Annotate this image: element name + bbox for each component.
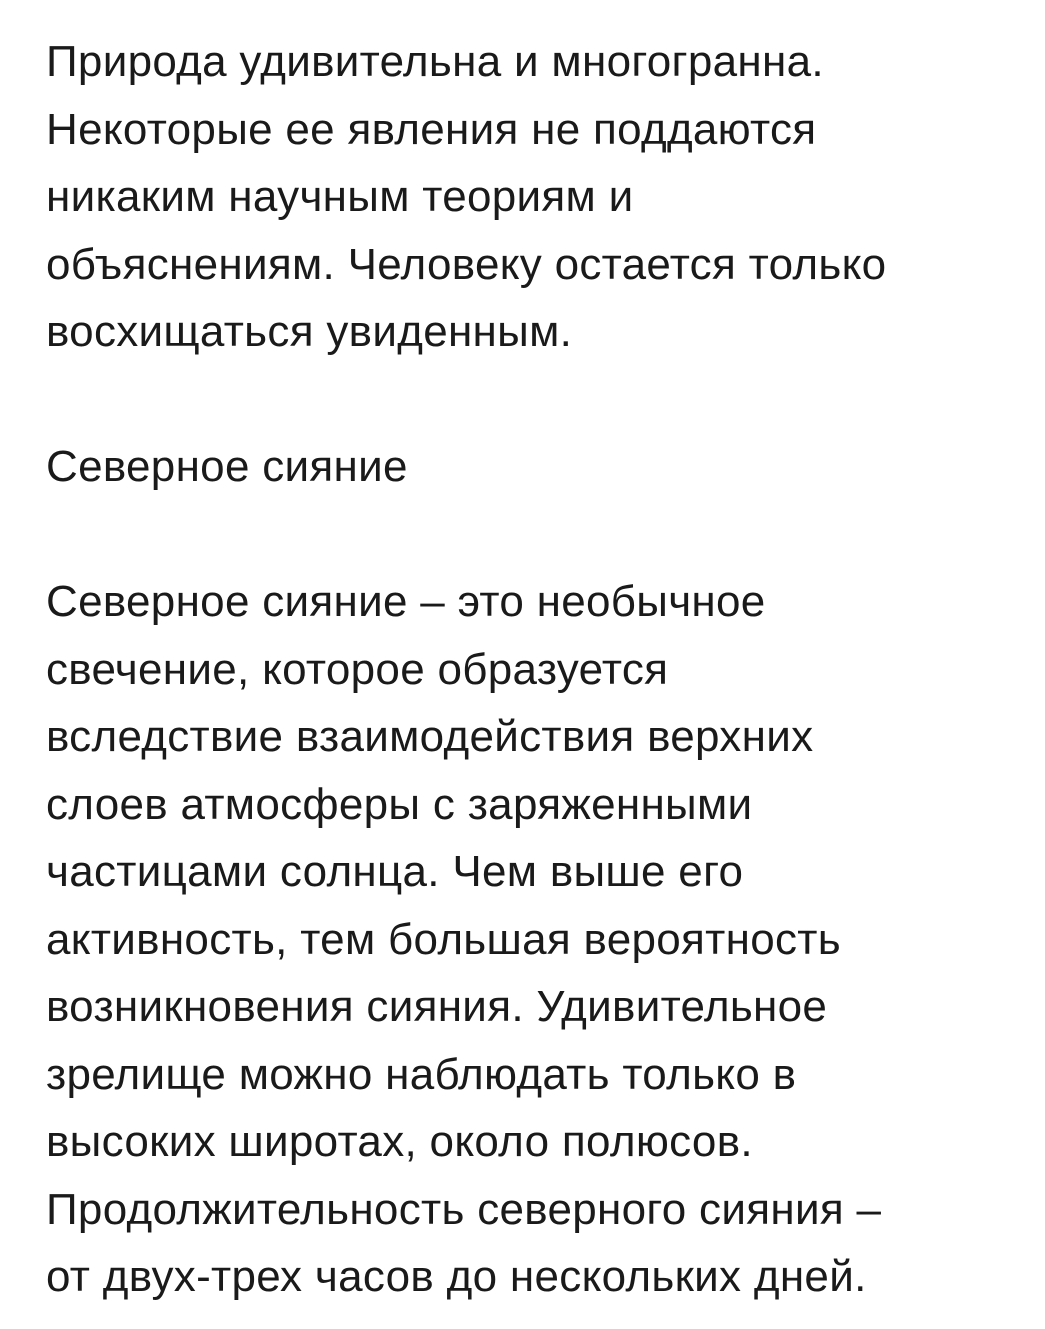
document-body	[46, 28, 1041, 1311]
text-line: активность, тем большая вероятность	[46, 914, 841, 964]
paragraph-spacer	[46, 501, 1041, 569]
text-line: Продолжительность северного сияния –	[46, 1184, 882, 1234]
paragraph-spacer	[46, 366, 1041, 434]
section-heading: Северное сияние	[46, 442, 408, 491]
text-line: частицами солнца. Чем выше его	[46, 847, 744, 896]
text-line: восхищаться увиденным.	[46, 307, 573, 356]
intro-paragraph	[46, 28, 1041, 366]
text-line: зрелище можно наблюдать только в	[46, 1049, 797, 1099]
text-line: слоев атмосферы с заряженными	[46, 779, 753, 829]
text-line: объяснениям. Человеку остается только	[46, 239, 887, 289]
text-line: от двух-трех часов до нескольких дней.	[46, 1252, 867, 1301]
text-line: свечение, которое образуется	[46, 644, 669, 694]
text-line: Некоторые ее явления не поддаются	[46, 104, 817, 154]
text-line: никаким научным теориям и	[46, 172, 634, 221]
text-line: возникновения сияния. Удивительное	[46, 982, 828, 1031]
text-line: высоких широтах, около полюсов.	[46, 1117, 753, 1166]
section-paragraph	[46, 568, 1041, 1311]
text-line: Северное сияние – это необычное	[46, 577, 766, 626]
text-line: Природа удивительна и многогранна.	[46, 37, 824, 86]
text-line: вследствие взаимодействия верхних	[46, 712, 814, 761]
